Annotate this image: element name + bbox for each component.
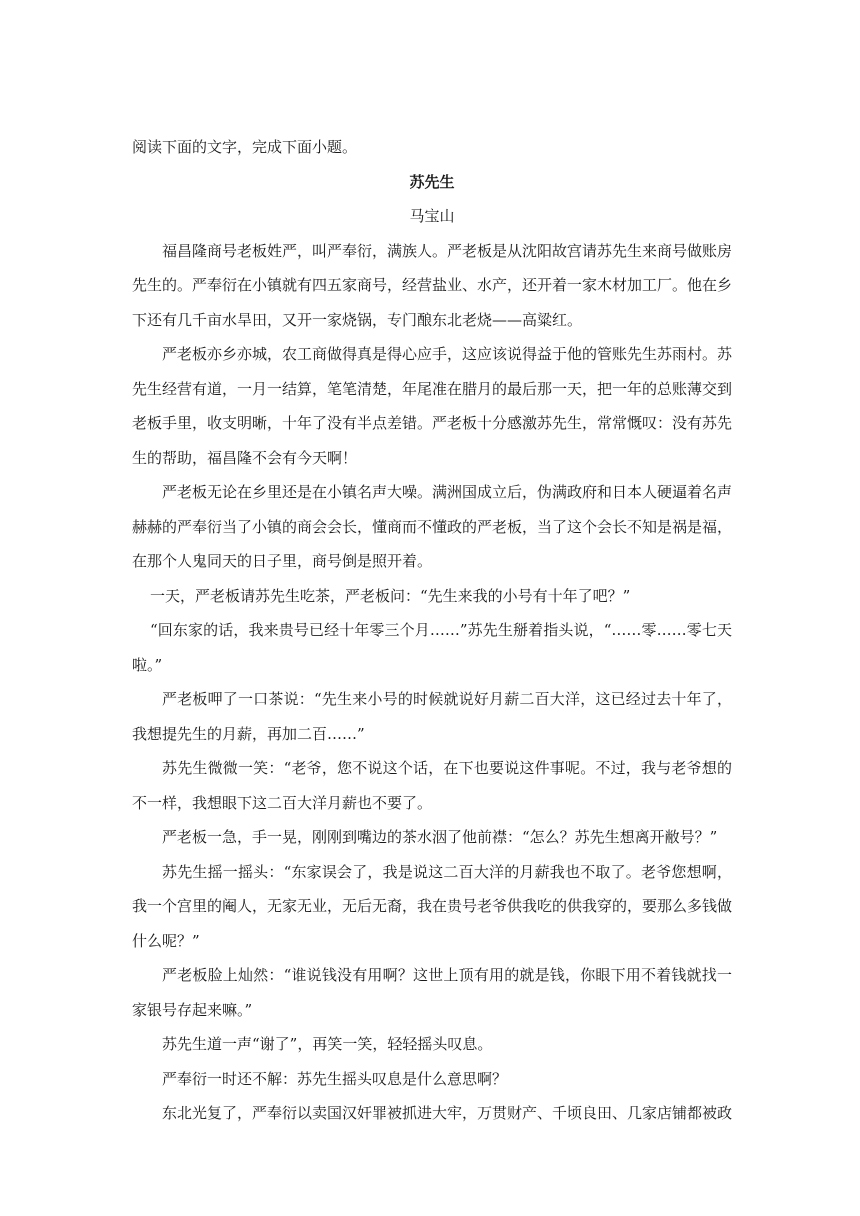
paragraph: 东北光复了，严奉衍以卖国汉奸罪被抓进大牢，万贯财产、千顷良田、几家店铺都被政 — [162, 1104, 733, 1122]
paragraph: 苏先生摇一摇头：“东家误会了，我是说这二百大洋的月薪我也不取了。老爷您想啊，我一个宫里的阉人，无家无业，无后无裔，我在贵号老爷供我吃的供我穿的，要那么多钱做什么呢？” — [132, 862, 733, 950]
document-page — [132, 130, 732, 1131]
paragraph: 严奉衍一时还不解：苏先生摇头叹息是什么意思啊？ — [162, 1069, 508, 1088]
paragraph: 严老板亦乡亦城，农工商做得真是得心应手，这应该说得益于他的管账先生苏雨村。苏先生经营有道，一月一结算，笔笔清楚，年尾准在腊月的最后那一天，把一年的总账薄交到老板手里，收支明晰，十年了没有半点差错。严老板十分感激苏先生，常常慨叹：没有苏先生的帮助，福昌隆不会有今天啊！ — [132, 345, 733, 467]
instruction-text: 阅读下面的文字，完成下面小题。 — [132, 138, 358, 156]
paragraph: 苏先生道一声“谢了”，再笑一笑，轻轻摇头叹息。 — [162, 1035, 493, 1053]
paragraph: 福昌隆商号老板姓严，叫严奉衍，满族人。严老板是从沈阳故宫请苏先生来商号做账房先生的。严奉衍在小镇就有四五家商号，经营盐业、水产，还开着一家木材加工厂。他在乡下还有几千亩水旱田，又开一家烧锅，专门酿东北老烧——高粱红。 — [132, 241, 733, 329]
paragraph: 严老板呷了一口茶说：“先生来小号的时候就说好月薪二百大洋，这已经过去十年了，我想提先生的月薪，再加二百……” — [132, 690, 732, 743]
article-author: 马宝山 — [409, 207, 455, 225]
paragraph: 严老板脸上灿然：“谁说钱没有用啊？这世上顶有用的就是钱，你眼下用不着钱就找一家银号存起来嘛。” — [132, 966, 732, 1019]
paragraph: 严老板一急，手一晃，刚刚到嘴边的茶水洇了他前襟：“怎么？苏先生想离开敝号？” — [162, 828, 718, 846]
article-title: 苏先生 — [409, 172, 455, 191]
paragraph: 苏先生微微一笑：“老爷，您不说这个话，在下也要说这件事呢。不过，我与老爷想的不一样，我想眼下这二百大洋月薪也不要了。 — [132, 759, 732, 812]
paragraph: 一天，严老板请苏先生吃茶，严老板问：“先生来我的小号有十年了吧？” — [150, 586, 631, 605]
paragraph: 严老板无论在乡里还是在小镇名声大噪。满洲国成立后，伪满政府和日本人硬逼着名声赫赫的严奉衍当了小镇的商会会长，懂商而不懂政的严老板，当了这个会长不知是祸是福，在那个人鬼同天的日子里，商号倒是照开着。 — [132, 483, 733, 570]
paragraph: “回东家的话，我来贵号已经十年零三个月……”苏先生掰着指头说，“……零……零七天啦。” — [132, 621, 732, 674]
